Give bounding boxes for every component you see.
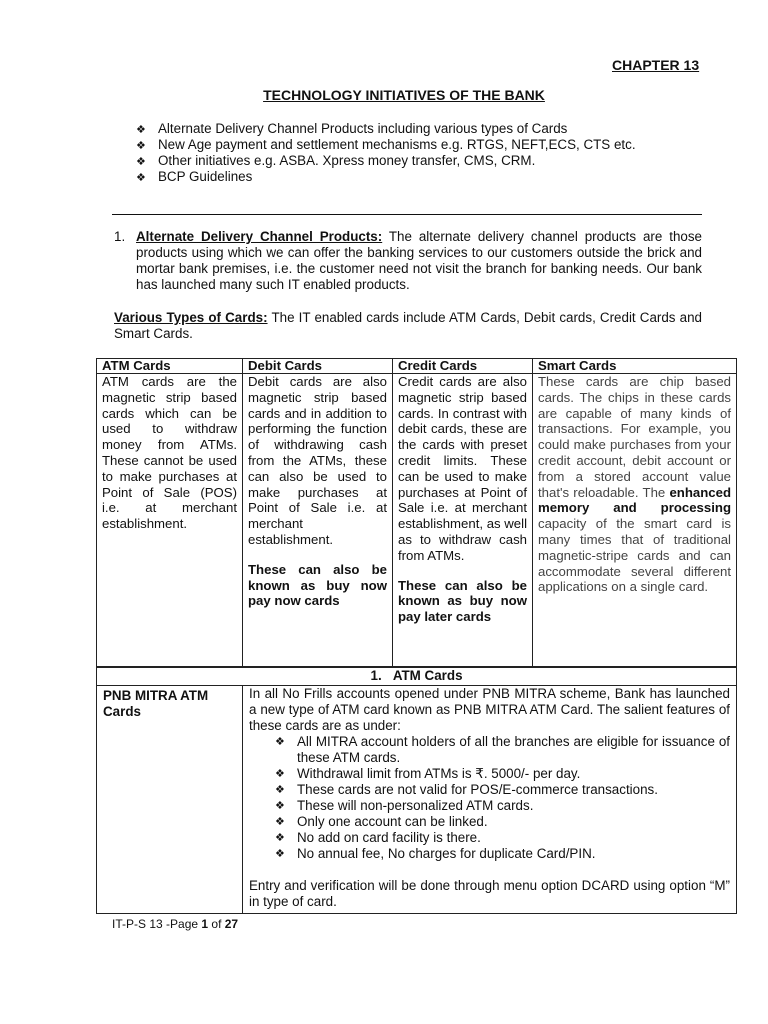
header-smart-cards: Smart Cards bbox=[533, 359, 737, 374]
cell-smart-cards: These cards are chip based cards. The chips in these cards are capable of many kinds of transactions. For example, you could make purchases from your credit account, debit account or from a stored account value that's reloadable. The enhanced memory and processing capacity of the smart card is many times that of traditional magnetic-stripe cards and can accommodate several different applications on a single card. bbox=[533, 374, 737, 668]
page-title: TECHNOLOGY INITIATIVES OF THE BANK bbox=[263, 87, 545, 103]
list-item: ❖ BCP Guidelines bbox=[136, 169, 253, 184]
atm-cards-table bbox=[96, 666, 737, 914]
cards-intro bbox=[114, 310, 702, 342]
diamond-bullet-icon: ❖ bbox=[136, 172, 146, 184]
topic-list bbox=[136, 121, 736, 185]
cell-credit-cards: Credit cards are also magnetic strip based cards. In contrast with debit cards, these are the cards with preset credit limits. These can be used to make purchases at Point of Sale i.e. at merchant establishment, as well as to withdraw cash from ATMs. These can also be known as buy now pay later cards bbox=[393, 374, 533, 668]
debit-note: These can also be known as buy now pay now cards bbox=[248, 561, 387, 609]
diamond-bullet-icon: ❖ bbox=[275, 768, 285, 780]
list-item: ❖ These cards are not valid for POS/E-commerce transactions. bbox=[275, 782, 658, 797]
page-footer: IT-P-S 13 -Page 1 of 27 bbox=[112, 917, 239, 931]
diamond-bullet-icon: ❖ bbox=[275, 816, 285, 828]
cell-debit-cards: Debit cards are also magnetic strip based cards and in addition to performing the function of withdrawing cash from the ATMs, these can also be used to make purchases at Point of Sale i.e. at merchant establishment. These can also be known as buy now pay now cards bbox=[243, 374, 393, 668]
divider bbox=[112, 214, 702, 215]
header-credit-cards: Credit Cards bbox=[393, 359, 533, 374]
cards-intro-text: The IT enabled cards include ATM Cards, Debit cards, Credit Cards and Smart Cards. bbox=[114, 310, 702, 341]
credit-note: These can also be known as buy now pay later cards bbox=[398, 577, 527, 625]
chapter-number: CHAPTER 13 bbox=[612, 57, 700, 73]
list-item: ❖ Withdrawal limit from ATMs is ₹. 5000/- per day. bbox=[275, 766, 581, 781]
diamond-bullet-icon: ❖ bbox=[136, 140, 146, 152]
diamond-bullet-icon: ❖ bbox=[136, 124, 146, 136]
list-item: ❖ Only one account can be linked. bbox=[275, 814, 488, 829]
cards-table bbox=[96, 358, 737, 668]
list-item: ❖ Alternate Delivery Channel Products including various types of Cards bbox=[136, 121, 568, 136]
section-number: 1. bbox=[114, 229, 126, 244]
list-item: ❖ All MITRA account holders of all the branches are eligible for issuance of these ATM cards. bbox=[275, 734, 731, 765]
table-header-row bbox=[97, 359, 737, 374]
pnb-mitra-intro: In all No Frills accounts opened under PNB MITRA scheme, Bank has launched a new type of ATM card known as PNB MITRA ATM Card. The salient features of these cards are as under: bbox=[249, 686, 731, 733]
list-item: ❖ No annual fee, No charges for duplicate Card/PIN. bbox=[275, 846, 596, 861]
section-text: The alternate delivery channel products are those products using which we can offer the banking services to our customers outside the brick and mortar bank premises, i.e. the customer need not visit the branch for banking needs. Our bank has launched many such IT enabled products. bbox=[136, 229, 702, 292]
list-item: ❖ No add on card facility is there. bbox=[275, 830, 481, 845]
atm-section-heading: 1. ATM Cards bbox=[97, 667, 737, 686]
table-row bbox=[97, 374, 737, 668]
diamond-bullet-icon: ❖ bbox=[275, 800, 285, 812]
list-item: ❖ These will non-personalized ATM cards. bbox=[275, 798, 534, 813]
table-row bbox=[97, 686, 737, 914]
list-item: ❖ New Age payment and settlement mechanisms e.g. RTGS, NEFT,ECS, CTS etc. bbox=[136, 137, 636, 152]
section-alternate-delivery bbox=[114, 229, 702, 293]
diamond-bullet-icon: ❖ bbox=[275, 848, 285, 860]
pnb-mitra-details bbox=[243, 686, 737, 914]
pnb-mitra-label: PNB MITRA ATM Cards bbox=[97, 686, 243, 914]
section-heading: Alternate Delivery Channel Products: bbox=[136, 229, 383, 244]
list-item: ❖ Other initiatives e.g. ASBA. Xpress money transfer, CMS, CRM. bbox=[136, 153, 536, 168]
header-debit-cards: Debit Cards bbox=[243, 359, 393, 374]
feature-list bbox=[249, 734, 730, 862]
page-number: 1 bbox=[201, 917, 209, 931]
diamond-bullet-icon: ❖ bbox=[275, 832, 285, 844]
diamond-bullet-icon: ❖ bbox=[275, 784, 285, 796]
diamond-bullet-icon: ❖ bbox=[136, 156, 146, 168]
entry-note: Entry and verification will be done through menu option DCARD using option “M” in type of card. bbox=[249, 878, 731, 909]
diamond-bullet-icon: ❖ bbox=[275, 736, 285, 748]
cell-atm-cards: ATM cards are the magnetic strip based cards which can be used to withdraw money from ATMs. These cannot be used to make purchases at Point of Sale (POS) i.e. at merchant establishment. bbox=[97, 374, 243, 668]
cards-intro-heading: Various Types of Cards: bbox=[114, 310, 268, 325]
page-total: 27 bbox=[224, 917, 239, 931]
header-atm-cards: ATM Cards bbox=[97, 359, 243, 374]
